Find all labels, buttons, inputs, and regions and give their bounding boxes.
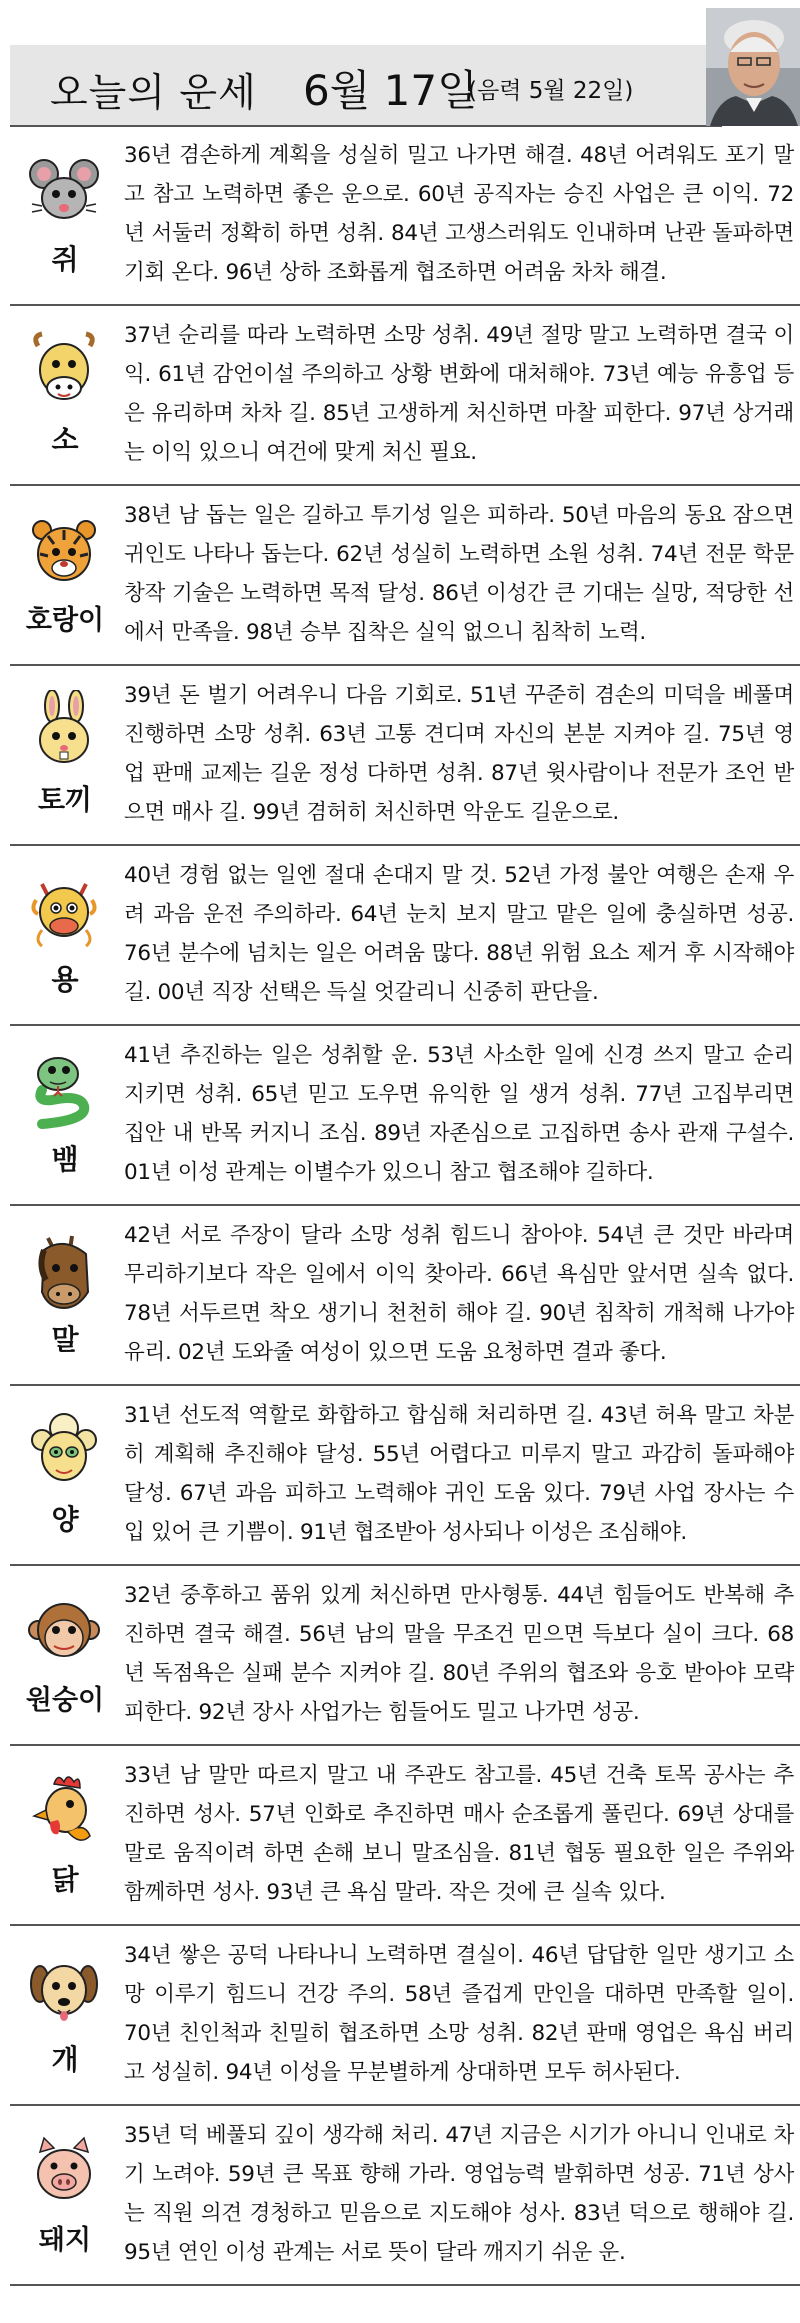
fortune-row-horse [10,1206,800,1386]
animal-label: 쥐 [51,243,79,276]
fortune-row-rat [10,126,800,306]
fortune-text: 41년 추진하는 일은 성취할 운. 53년 사소한 일에 신경 쓰지 말고 순리 지키면 성취. 65년 믿고 도우면 유익한 일 생겨 성취. 77년 고집부리면 집안 내 반목 커지니 조심. 89년 자존심으로 고집하면 송사 관재 구설수. 01년 이성 관계는 이별수가 있으니 참고 협조해야 길하다. [124,1043,794,1185]
pig-icon [28,2130,100,2212]
animal-label: 양 [51,1503,79,1536]
rabbit-icon [28,690,100,772]
animal-label: 개 [51,2043,79,2076]
fortune-text: 34년 쌓은 공덕 나타나니 노력하면 결실이. 46년 답답한 일만 생기고 소망 이루기 힘드니 건강 주의. 58년 즐겁게 만인을 대하면 만족할 일이. 70년 친인척과 친밀히 협조하면 소망 성취. 82년 판매 영업은 욕심 버리고 성실히. 94년 이성을 무분별하게 상대하면 모두 허사된다. [124,1943,794,2085]
animal-label: 토끼 [37,783,93,816]
fortune-row-snake [10,1026,800,1206]
monkey-icon [28,1590,100,1672]
fortune-row-rooster [10,1746,800,1926]
animal-label: 호랑이 [25,605,105,636]
snake-icon [28,1050,100,1132]
fortune-text: 33년 남 말만 따르지 말고 내 주관도 참고를. 45년 건축 토목 공사는 추진하면 성사. 57년 인화로 추진하면 매사 순조롭게 풀린다. 69년 상대를 말로 움직이려 하면 손해 보니 말조심을. 81년 협동 필요한 일은 주위와 함께하면 성사. 93년 큰 욕심 말라. 작은 것에 큰 실속 있다. [124,1763,794,1905]
fortune-row-pig [10,2106,800,2286]
fortune-row-dog [10,1926,800,2106]
fortune-row-rabbit [10,666,800,846]
animal-label: 용 [51,963,79,996]
animal-label: 소 [51,423,79,456]
horse-icon [28,1230,100,1312]
tiger-icon [28,510,100,592]
ox-icon [28,330,100,412]
rooster-icon [28,1770,100,1852]
dog-icon [28,1950,100,2032]
sheep-icon [28,1410,100,1492]
fortune-row-dragon [10,846,800,1026]
fortune-text: 37년 순리를 따라 노력하면 소망 성취. 49년 절망 말고 노력하면 결국 이익. 61년 감언이설 주의하고 상황 변화에 대처해야. 73년 예능 유흥업 등은 유리하며 차차 길. 85년 고생하게 처신하면 마찰 피한다. 97년 상거래는 이익 있으니 여건에 맞게 처신 필요. [124,323,794,465]
fortune-row-sheep [10,1386,800,1566]
lunar-date-label: (음력 5월 22일) [468,78,634,104]
rat-icon [28,150,100,232]
fortune-row-tiger [10,486,800,666]
fortune-text: 36년 겸손하게 계획을 성실히 밀고 나가면 해결. 48년 어려워도 포기 말고 참고 노력하면 좋은 운으로. 60년 공직자는 승진 사업은 큰 이익. 72년 서둘러 정확히 하면 성취. 84년 고생스러워도 인내하며 난관 돌파하면 기회 온다. 96년 상하 조화롭게 협조하면 어려움 차차 해결. [124,143,794,285]
dragon-icon [28,870,100,952]
header [0,0,800,125]
fortune-text: 35년 덕 베풀되 깊이 생각해 처리. 47년 지금은 시기가 아니니 인내로 차기 노려야. 59년 큰 목표 향해 가라. 영업능력 발휘하면 성공. 71년 상사는 직원 의견 경청하고 믿음으로 지도해야 성사. 83년 덕으로 행해야 길. 95년 연인 이성 관계는 서로 뜻이 달라 깨지기 쉬운 운. [124,2123,794,2265]
fortune-text: 38년 남 돕는 일은 길하고 투기성 일은 피하라. 50년 마음의 동요 잠으면 귀인도 나타나 돕는다. 62년 성실히 노력하면 소원 성취. 74년 전문 학문 창작 기술은 노력하면 목적 달성. 86년 이성간 큰 기대는 실망, 적당한 선에서 만족을. 98년 승부 집착은 실익 없으니 침착히 노력. [124,503,794,645]
fortune-list [10,126,800,2286]
fortune-text: 39년 돈 벌기 어려우니 다음 기회로. 51년 꾸준히 겸손의 미덕을 베풀며 진행하면 소망 성취. 63년 고통 견디며 자신의 본분 지켜야 길. 75년 영업 판매 교제는 길운 정성 다하면 성취. 87년 윗사람이나 전문가 조언 받으면 매사 길. 99년 겸허히 처신하면 악운도 길운으로. [124,683,794,825]
page-title: 오늘의 운세 [50,71,257,116]
fortune-text: 31년 선도적 역할로 화합하고 합심해 처리하면 길. 43년 허욕 말고 차분히 계획해 추진해야 달성. 55년 어렵다고 미루지 말고 과감히 돌파해야 달성. 67년 과음 피하고 노력해야 귀인 도움 있다. 79년 사업 장사는 수입 있어 큰 기쁨이. 91년 협조받아 성사되나 이성은 조심해야. [124,1403,794,1545]
animal-label: 원숭이 [25,1685,105,1716]
date-label: 6월 17일 [303,66,478,115]
animal-label: 말 [51,1323,79,1356]
animal-label: 돼지 [38,2225,92,2256]
columnist-portrait [706,8,800,126]
fortune-text: 32년 중후하고 품위 있게 처신하면 만사형통. 44년 힘들어도 반복해 추진하면 결국 해결. 56년 남의 말을 무조건 믿으면 득보다 실이 크다. 68년 독점욕은 실패 분수 지켜야 길. 80년 주위의 협조와 응호 받아야 모략 피한다. 92년 장사 사업가는 힘들어도 밀고 나가면 성공. [124,1583,794,1725]
animal-label: 뱀 [51,1143,79,1176]
animal-label: 닭 [51,1863,79,1896]
fortune-row-monkey [10,1566,800,1746]
fortune-text: 42년 서로 주장이 달라 소망 성취 힘드니 참아야. 54년 큰 것만 바라며 무리하기보다 작은 일에서 이익 찾아라. 66년 욕심만 앞서면 실속 없다. 78년 서두르면 착오 생기니 천천히 해야 길. 90년 침착히 개척해 나가야 유리. 02년 도와줄 여성이 있으면 도움 요청하면 결과 좋다. [124,1223,794,1365]
fortune-row-ox [10,306,800,486]
fortune-text: 40년 경험 없는 일엔 절대 손대지 말 것. 52년 가정 불안 여행은 손재 우려 과음 운전 주의하라. 64년 눈치 보지 말고 맡은 일에 충실하면 성공. 76년 분수에 넘치는 일은 어려움 많다. 88년 위험 요소 제거 후 시작해야 길. 00년 직장 선택은 득실 엇갈리니 신중히 판단을. [124,863,794,1005]
